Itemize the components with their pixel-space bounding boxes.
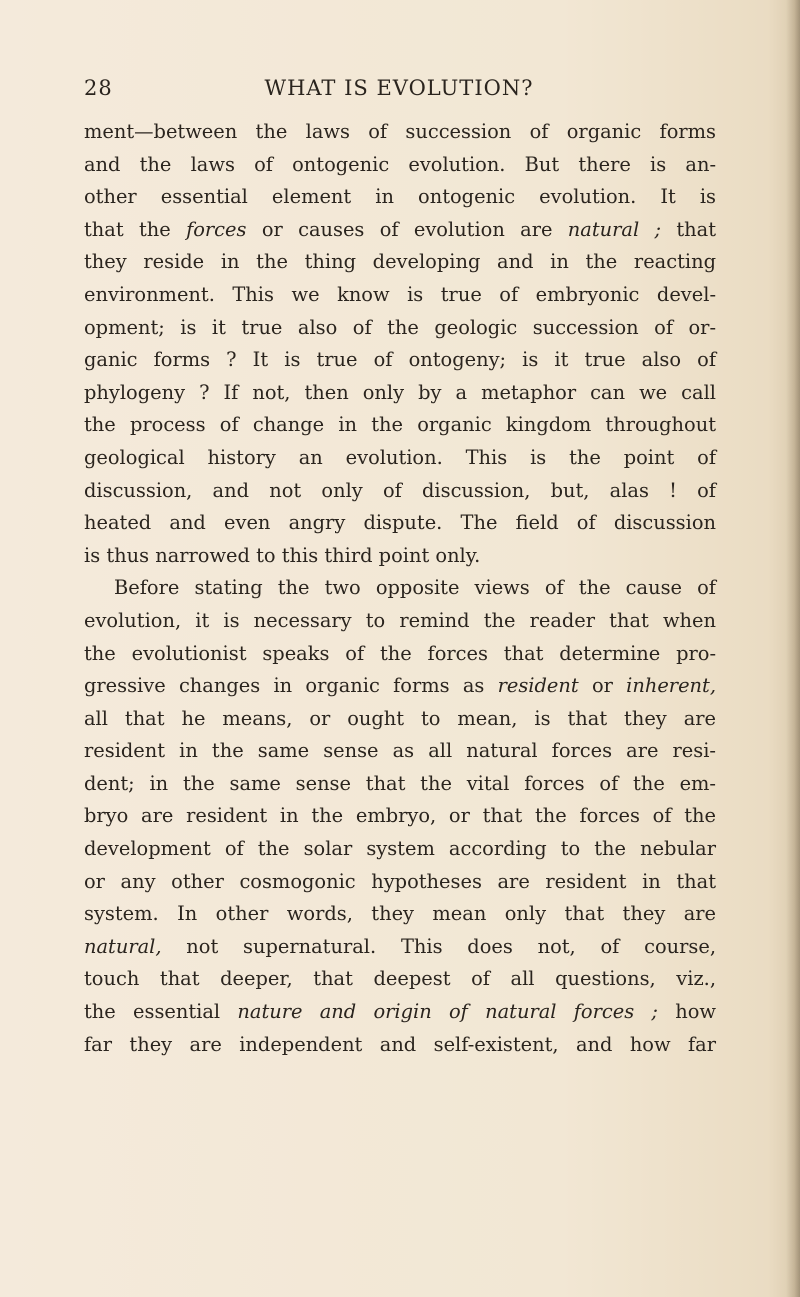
text-run: and the laws of ontogenic evolution. But there is an- [84,152,716,176]
text-line [84,768,716,801]
text-run: ment—between the laws of succession of organic forms [84,120,716,143]
text-run: far they are independent and self-existent, and how far [84,1032,716,1056]
text-run: resident in the same sense as all natural forces are resi- [84,739,716,763]
text-run: all that he means, or ought to mean, is that they are [84,706,716,730]
italic-run: forces [186,217,247,241]
text-line [84,312,716,345]
text-run: other essential element in ontogenic evolution. It is [84,185,716,209]
text-run: they reside in the thing developing and in the reacting [84,250,716,274]
text-line [84,605,716,638]
text-run: environment. This we know is true of embryonic devel- [84,282,716,306]
text-run: evolution, it is necessary to remind the reader that when [84,608,716,632]
text-line [84,572,716,605]
text-line [84,1029,716,1062]
text-line [84,279,716,312]
text-run: opment; is it true also of the geologic succession of or- [84,315,716,339]
text-line [84,214,716,247]
text-run: the essential [84,1000,238,1024]
page-number: 28 [84,76,113,100]
text-line [84,409,716,442]
text-run: heated and even angry dispute. The field of discussion [84,511,716,535]
text-line [84,181,716,214]
text-run: ganic forms ? It is true of ontogeny; is it true also of [84,348,716,372]
text-line [84,507,716,540]
text-line [84,377,716,410]
italic-run: natural, [84,934,162,958]
text-line [84,931,716,964]
page-edge-shadow [786,0,800,1297]
text-line [84,963,716,996]
italic-run: nature and origin of natural forces ; [237,1000,658,1024]
text-line [84,866,716,899]
body-text [84,116,716,1061]
text-line [84,670,716,703]
text-run: that [661,217,716,241]
text-run: how [657,1000,716,1024]
text-line [84,442,716,475]
text-run: or causes of evolution are [246,217,568,241]
text-line [84,996,716,1029]
text-run: or any other cosmogonic hypotheses are resident in that [84,869,716,893]
text-run: the evolutionist speaks of the forces that determine pro- [84,641,716,665]
text-line [84,475,716,508]
text-run: Before stating the two opposite views of the cause of [114,576,716,600]
text-run: or [578,674,627,698]
italic-run: resident [497,674,579,698]
text-line [84,149,716,182]
text-run: gressive changes in organic forms as [84,674,498,698]
text-line [84,703,716,736]
text-run: bryo are resident in the embryo, or that the forces of the [84,804,716,828]
text-run: touch that deeper, that deepest of all questions, viz., [84,967,716,991]
text-line [84,540,716,573]
text-line [84,800,716,833]
text-line [84,246,716,279]
italic-run: inherent, [626,674,716,698]
text-run: the process of change in the organic kingdom throughout [84,413,716,437]
page-header [84,76,714,106]
text-run: discussion, and not only of discussion, but, alas ! of [84,478,716,502]
text-run: that the [84,217,187,241]
text-line [84,833,716,866]
text-line [84,898,716,931]
text-run: system. In other words, they mean only that they are [84,902,716,926]
text-run: phylogeny ? If not, then only by a metaphor can we call [84,380,716,404]
running-head: WHAT IS EVOLUTION? [264,76,534,100]
text-run: dent; in the same sense that the vital forces of the em- [84,771,716,795]
text-line [84,735,716,768]
text-line [84,638,716,671]
text-run: not supernatural. This does not, of course, [161,934,716,958]
italic-run: natural ; [567,217,662,241]
text-line [84,116,716,149]
text-run: is thus narrowed to this third point only. [84,543,481,567]
text-run: geological history an evolution. This is the point of [84,445,716,469]
text-line [84,344,716,377]
text-run: development of the solar system according to the nebular [84,837,716,861]
